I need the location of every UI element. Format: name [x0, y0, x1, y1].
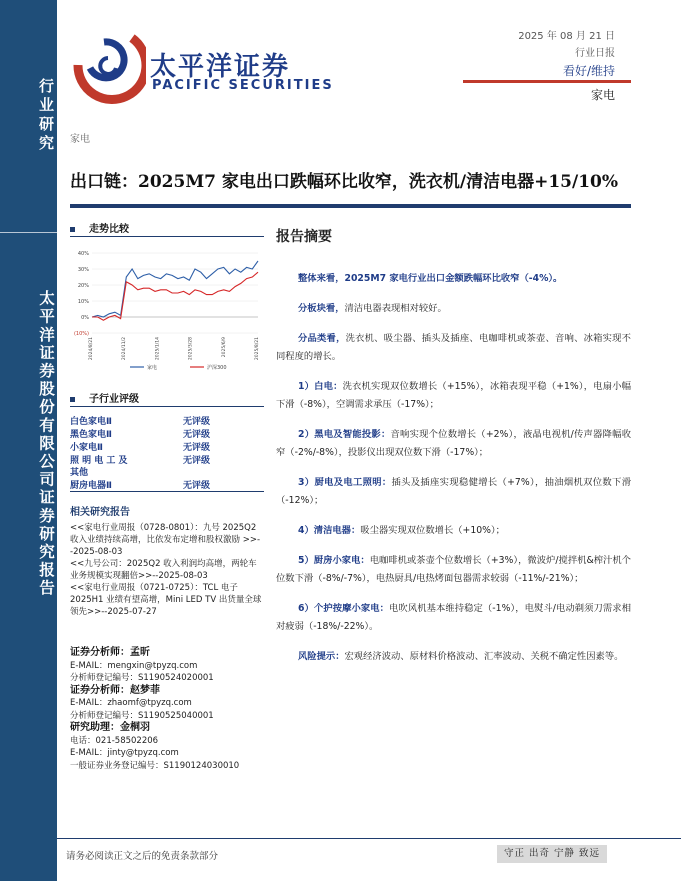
rating-name: 其他 [70, 468, 89, 478]
legend-label: 沪深300 [207, 364, 227, 371]
summary-body [276, 270, 631, 678]
analyst-email[interactable]: E-MAIL：mengxin@tpyzq.com [70, 660, 198, 671]
rating-row [70, 478, 264, 491]
rating-value: 无评级 [183, 443, 211, 453]
rating-value: 无评级 [183, 481, 211, 491]
header-accent-line [463, 80, 631, 83]
rating-row [70, 427, 264, 440]
assistant-phone: 电话：021-58502206 [70, 735, 159, 746]
trend-chart [70, 245, 264, 375]
rating-value: 无评级 [183, 417, 211, 427]
analyst-email[interactable]: E-MAIL：zhaomf@tpyzq.com [70, 698, 192, 708]
summary-paragraph [276, 300, 631, 318]
chart-legend [130, 364, 227, 371]
trend-heading: 走势比较 [70, 220, 129, 235]
paragraph-lead: 1）白电： [298, 381, 343, 392]
x-tick-label: 2025/6/9 [221, 337, 227, 358]
report-type: 行业日报 [575, 48, 615, 59]
analyst-info [70, 647, 270, 772]
sidebar-divider [0, 232, 57, 233]
paragraph-lead: 风险提示： [298, 651, 345, 662]
summary-paragraph [276, 330, 631, 366]
paragraph-body: 音响实现个位数增长（+2%），液晶电视机/传声器降幅收窄（-2%/-8%），投影仪出现双位数下滑（-17%）； [276, 429, 631, 458]
y-tick-label: 40% [77, 251, 89, 257]
paragraph-lead: 分品类看， [298, 333, 346, 344]
rating-value: 无评级 [183, 456, 211, 466]
company-motto: 守正 出奇 宁静 致远 [497, 845, 607, 863]
paragraph-body: 洗衣机、吸尘器、插头及插座、电咖啡机或茶壶、音响、冰箱实现不同程度的增长。 [276, 333, 631, 362]
rating-name: 白色家电Ⅱ [70, 417, 112, 427]
assistant-email[interactable]: E-MAIL：jinty@tpyzq.com [70, 748, 179, 758]
summary-paragraph [276, 552, 631, 588]
ratings-bottom-divider [70, 491, 264, 492]
y-tick-label: (10%) [73, 331, 89, 337]
summary-paragraph [276, 270, 631, 288]
industry-label: 家电 [590, 88, 615, 102]
report-date: 2025 年 08 月 21 日 [518, 31, 615, 42]
rating-name: 小家电Ⅱ [70, 443, 103, 453]
related-reports-heading: 相关研究报告 [70, 507, 130, 518]
chart-y-ticks [74, 251, 89, 337]
logo-english-name: PACIFIC SECURITIES [152, 78, 334, 93]
paragraph-lead: 3）厨电及电工照明： [298, 477, 392, 488]
breadcrumb: 家电 [70, 134, 90, 145]
analyst-registration: 分析师登记编号：S1190525040001 [70, 710, 214, 721]
rating-name: 厨房电器Ⅱ [70, 481, 112, 491]
x-tick-label: 2025/8/21 [255, 337, 260, 361]
summary-paragraph [276, 378, 631, 414]
x-tick-label: 2025/1/14 [155, 337, 161, 361]
rating-label: 看好/维持 [562, 64, 615, 78]
title-divider [70, 204, 631, 208]
paragraph-body: 吸尘器实现双位数增长（+10%）； [360, 525, 505, 536]
chart-series [92, 261, 258, 320]
paragraph-lead: 5）厨房小家电： [298, 555, 370, 566]
sidebar-category-label: 行业研究 [37, 78, 55, 154]
related-report-item[interactable]: <<家电行业周报（0721-0725）：TCL 电子 2025H1 业绩有望高增，Mini LED TV 出货量全球领先>>--2025-07-27 [70, 583, 262, 617]
summary-paragraph [276, 474, 631, 510]
paragraph-body: 宏观经济波动、原材料价格波动、汇率波动、关税不确定性因素等。 [344, 651, 624, 662]
paragraph-lead: 2）黑电及智能投影： [298, 429, 391, 440]
paragraph-body: 洗衣机实现双位数增长（+15%），冰箱表现平稳（+1%），电扇小幅下滑（-8%），空调需求承压（-17%）； [276, 381, 631, 410]
x-tick-label: 2025/3/28 [188, 337, 194, 361]
paragraph-body: 电咖啡机或茶壶个位数增长（+3%），微波炉/搅拌机&榨汁机个位数下滑（-8%/-7%），电热厨具/电热烤面包器需求较弱（-11%/-21%）； [276, 555, 631, 584]
y-tick-label: 20% [77, 283, 89, 289]
paragraph-lead: 4）清洁电器： [298, 525, 361, 536]
summary-paragraph [276, 426, 631, 462]
legend-label: 家电 [147, 364, 158, 371]
ratings-heading: 子行业评级 [70, 390, 139, 405]
y-tick-label: 0% [81, 315, 89, 321]
chart-x-ticks [88, 337, 260, 360]
rating-row [70, 465, 264, 478]
summary-paragraph [276, 522, 631, 540]
footer-divider [57, 838, 681, 839]
analyst-name: 证券分析师：赵梦菲 [70, 684, 160, 696]
rating-name: 照 明 电 工 及 [70, 456, 128, 466]
sidebar-company-label: 太平洋证券股份有限公司证券研究报告 [37, 290, 56, 598]
paragraph-body: 插头及插座实现稳健增长（+7%），抽油烟机双位数下滑（-12%）； [276, 477, 631, 506]
left-sidebar [0, 0, 57, 881]
related-reports-list [70, 522, 265, 618]
x-tick-label: 2024/8/21 [89, 337, 94, 361]
rating-value: 无评级 [183, 430, 211, 440]
summary-paragraph [276, 648, 631, 666]
related-report-item[interactable]: <<家电行业周报（0728-0801）：九号 2025Q2 收入业绩持续高增，比依发布定增和股权激励 >>--2025-08-03 [70, 523, 261, 557]
y-tick-label: 10% [77, 299, 89, 305]
page-title: 出口链：2025M7 家电出口跌幅环比收窄，洗衣机/清洁电器+15/10% [70, 172, 619, 192]
trend-divider [70, 236, 264, 237]
paragraph-lead: 6）个护按摩小家电： [298, 603, 390, 614]
analyst-name: 证券分析师：孟昕 [70, 647, 150, 658]
paragraph-lead: 分板块看， [298, 303, 345, 314]
rating-row [70, 414, 264, 427]
x-tick-label: 2024/11/2 [122, 337, 128, 361]
assistant-registration: 一般证券业务登记编号：S1190124030010 [70, 760, 240, 771]
related-report-item[interactable]: <<九号公司：2025Q2 收入利润均高增，两轮车业务规模实现翻倍>>--2025-08-03 [70, 559, 257, 581]
paragraph-body: 电吹风机基本维持稳定（-1%），电熨斗/电动剃须刀需求相对疲弱（-18%/-22%）。 [276, 603, 631, 632]
rating-row [70, 440, 264, 453]
paragraph-body: 清洁电器表现相对较好。 [344, 303, 447, 314]
rating-name: 黑色家电Ⅱ [70, 430, 112, 440]
paragraph-lead: 整体来看，2025M7 家电行业出口金额跌幅环比收窄（-4%）。 [298, 273, 563, 284]
summary-paragraph [276, 600, 631, 636]
analyst-registration: 分析师登记编号：S1190524020001 [70, 673, 214, 683]
y-tick-label: 30% [77, 267, 89, 273]
assistant-name: 研究助理：金桐羽 [70, 722, 150, 733]
ratings-divider [70, 406, 264, 407]
logo-chinese-name: 太平洋证券 [150, 52, 291, 82]
disclaimer-note[interactable]: 请务必阅读正文之后的免责条款部分 [66, 851, 219, 862]
summary-heading: 报告摘要 [276, 229, 332, 245]
pacific-securities-logo [70, 20, 146, 110]
